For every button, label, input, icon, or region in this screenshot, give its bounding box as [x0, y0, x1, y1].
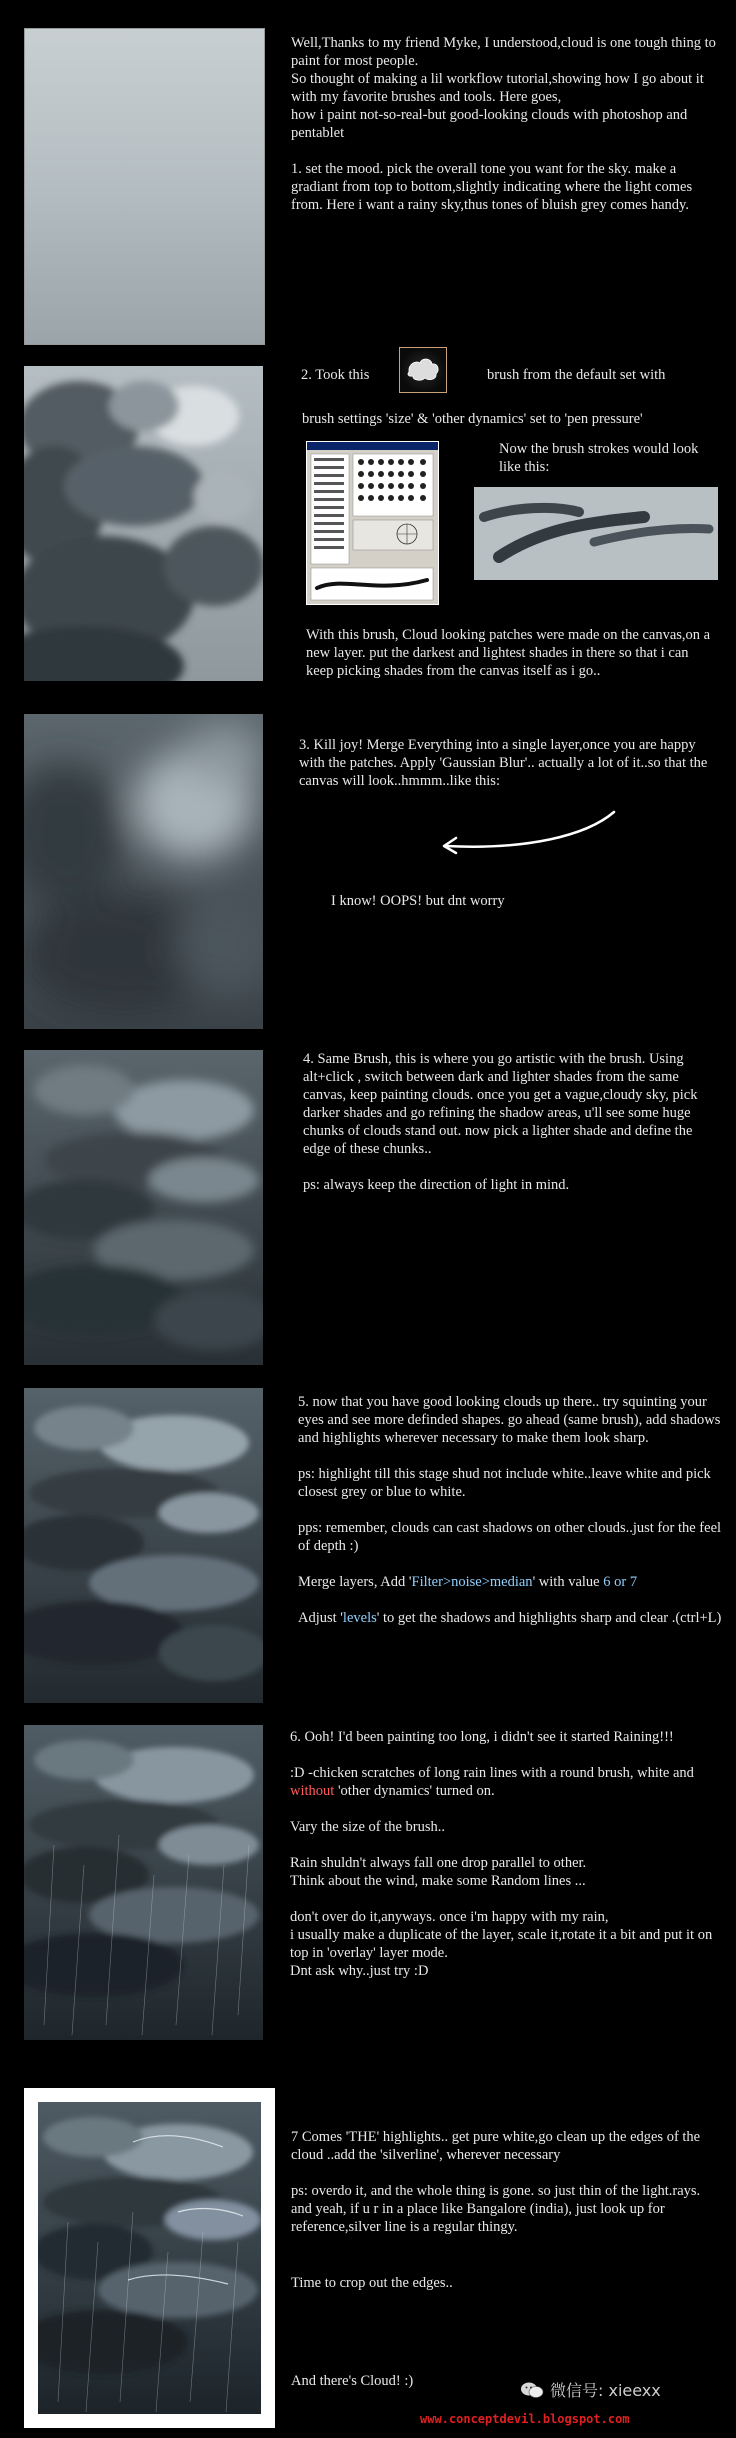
step5-paragraph: 5. now that you have good looking clouds up there.. try squinting your eyes and see more definded shapes. go ahead (same brush), add shadows and highlights wherever necessary to make them look sharp.	[298, 1394, 721, 1446]
brushes-panel-screenshot	[306, 441, 439, 605]
step7-text-block	[291, 2128, 721, 2292]
step3-oops-text: I know! OOPS! but dnt worry	[331, 893, 505, 909]
step5-ps: ps: highlight till this stage shud not include white..leave white and pick closest grey or blue to white.	[298, 1466, 711, 1500]
wechat-id: 微信号: xieexx	[550, 2381, 661, 2400]
step6-rain	[290, 1764, 720, 1800]
step5-pps: pps: remember, clouds can cast shadows on other clouds..just for the feel of depth :)	[298, 1520, 722, 1554]
cloud-brush-thumbnail	[399, 347, 447, 393]
step1-text-block	[291, 34, 716, 214]
wechat-icon	[520, 2381, 544, 2399]
intro-paragraph: Well,Thanks to my friend Myke, I understood,cloud is one tough thing to paint for most people. So thought of making a lil workflow tutorial,showing how I go about it with my favorite brushes and tools. Here goes, how i paint not-so-real-but good-looking clouds with photoshop and pentablet	[291, 35, 716, 141]
step4-text-block	[303, 1050, 721, 1194]
painted-clouds-image	[24, 1050, 263, 1365]
rain-clouds-image	[24, 1725, 263, 2040]
step2-settings-text: brush settings 'size' & 'other dynamics' set to 'pen pressure'	[302, 411, 643, 427]
step2-took-text: 2. Took this	[301, 367, 370, 383]
step2-default-set-text: brush from the default set with	[487, 367, 666, 383]
step7-paragraph: 7 Comes 'THE' highlights.. get pure white,go clean up the edges of the cloud ..add the 'silverline', wherever necessary	[291, 2129, 701, 2163]
step6-text-block	[290, 1728, 720, 1980]
wechat-watermark	[520, 2378, 661, 2401]
merge-text-a: Merge layers, Add '	[298, 1574, 412, 1590]
cloud-patches-image	[24, 366, 263, 681]
step6-wind: Rain shuldn't always fall one drop parallel to other. Think about the wind, make some Random lines ...	[290, 1855, 587, 1889]
defined-clouds-image	[24, 1388, 263, 1703]
rain-text-b: 'other dynamics' turned on.	[334, 1783, 495, 1799]
step5-adjust	[298, 1609, 728, 1627]
closing-line: And there's Cloud! :)	[291, 2373, 414, 2389]
rain-text-a: :D -chicken scratches of long rain lines with a round brush, white and	[290, 1765, 694, 1781]
step6-vary: Vary the size of the brush..	[290, 1819, 446, 1835]
brush-strokes-sample-image	[474, 487, 718, 580]
median-filter-highlight: Filter>noise>median	[411, 1574, 533, 1590]
step1-paragraph: 1. set the mood. pick the overall tone you want for the sky. make a gradiant from top to bottom,slightly indicating where the light comes from. Here i want a rainy sky,thus tones of bluish grey comes handy.	[291, 161, 693, 213]
gaussian-blur-image	[24, 714, 263, 1029]
median-value-highlight: 6 or 7	[603, 1574, 638, 1590]
blog-url: www.conceptdevil.blogspot.com	[420, 2412, 630, 2426]
step2-paragraph: With this brush, Cloud looking patches were made on the canvas,on a new layer. put the darkest and lightest shades in there so that i can keep picking shades from the canvas itself as i go..	[306, 627, 711, 679]
step5-merge	[298, 1573, 728, 1591]
step6-paragraph: 6. Ooh! I'd been painting too long, i didn't see it started Raining!!!	[290, 1729, 674, 1745]
cloud-brush-icon	[400, 348, 446, 392]
gradient-canvas-image	[24, 28, 265, 345]
merge-text-b: ' with value	[532, 1574, 604, 1590]
step4-paragraph: 4. Same Brush, this is where you go artistic with the brush. Using alt+click , switch between dark and lighter shades from the same canvas, keep painting clouds. once you get a vague,cloudy sky, pick darker shades and go refining the shadow areas, u'll see some huge chunks of clouds stand out. now pick a lighter shade and define the edge of these chunks..	[303, 1051, 698, 1157]
step2-strokes-text: Now the brush strokes would look like this:	[499, 441, 699, 475]
final-painting-frame	[24, 2088, 275, 2428]
step4-ps: ps: always keep the direction of light in mind.	[303, 1177, 570, 1193]
levels-highlight: levels	[342, 1610, 377, 1626]
step7-crop: Time to crop out the edges..	[291, 2275, 453, 2291]
curved-arrow-icon	[436, 806, 616, 856]
step7-ps: ps: overdo it, and the whole thing is gone. so just thin of the light.rays. and yeah, if u r in a place like Bangalore (india), just look up for reference,silver line is a regular thingy.	[291, 2183, 701, 2235]
step6-overdo: don't over do it,anyways. once i'm happy with my rain, i usually make a duplicate of the layer, scale it,rotate it a bit and put it on top in 'overlay' layer mode. Dnt ask why..just try :D	[290, 1909, 713, 1979]
adjust-text-b: ' to get the shadows and highlights sharp and clear .(ctrl+L)	[376, 1610, 722, 1626]
adjust-text-a: Adjust '	[298, 1610, 343, 1626]
step5-text-block	[298, 1393, 728, 1627]
without-highlight: without	[290, 1783, 335, 1799]
step3-paragraph: 3. Kill joy! Merge Everything into a single layer,once you are happy with the patches. Apply 'Gaussian Blur'.. actually a lot of it..so that the canvas will look..hmmm..like this:	[299, 737, 708, 789]
final-clouds-image	[38, 2102, 261, 2414]
